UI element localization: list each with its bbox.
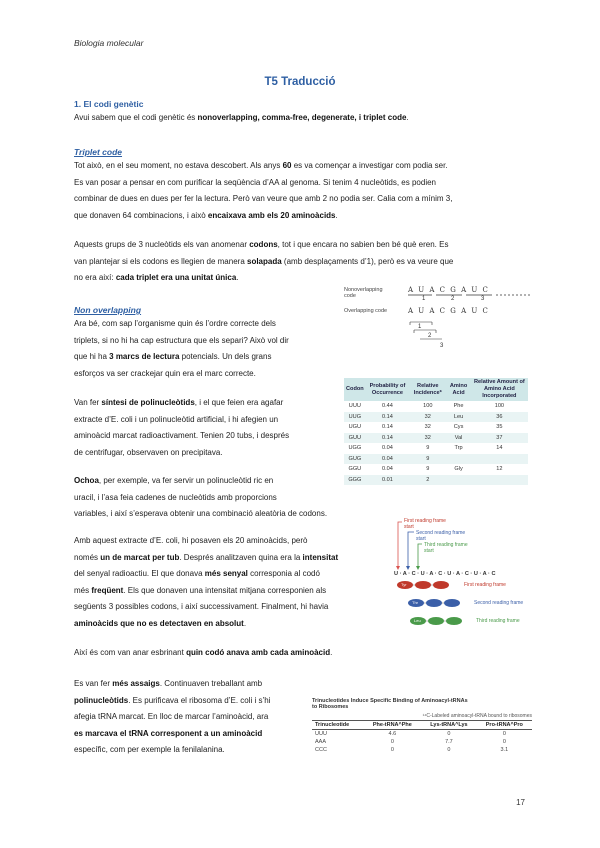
tyr-label: Tyr	[401, 582, 407, 587]
codon-probability-table	[344, 378, 528, 485]
column-header: Amino Acid	[446, 378, 470, 401]
table-row: UGG 0.04 9 Trp 14	[348, 445, 503, 452]
sequence-overlap: A U A C G A U C	[408, 307, 490, 315]
frame-number-2: 2	[451, 296, 455, 302]
triplet-paragraph-1: Tot això, en el seu moment, no estava descobert. Als anys 60 es va començar a investigar com podia ser. Es van posar a pensar en com purificar la seqüència d’AA al genoma. Si tenim 4 nucleòtids, es podien combinar de dues en dues per fer la lectura. Però van veure que amb 2 no podia ser. Calia com a mínim 3, que donaven 64 combinacions, i això encaixava amb els 20 aminoàcids.	[74, 161, 453, 220]
nonoverlap-paragraph-1: Ara bé, com sap l’organisme quin és l’ordre correcte dels triplets, si no hi ha cap estructura que els separi? Això vol dir que hi ha 3 marcs de lectura potencials. Un dels grans esforços va ser crackejar quin era el marc correcte.	[74, 319, 289, 378]
reading-frame-figure	[392, 518, 542, 634]
nonoverlap-paragraph-4: Amb aquest extracte d’E. coli, hi posaven els 20 aminoàcids, però només un de marcat per tub. Després analitzaven quina era la intensitat del senyal radioactiu. El que donava més senyal corresponia al codó més freqüent. Els que donaven una intensitat mitjana corresponien als següents 3 possibles codons, i així successivament. Finalment, hi havia aminoàcids que no es detectaven en absolut.	[74, 536, 339, 628]
overlap-number-3: 3	[440, 343, 444, 349]
second-frame-label: Second reading frame	[474, 600, 524, 606]
ribosome-binding-table	[312, 698, 532, 754]
overlap-number-2: 2	[428, 333, 432, 339]
third-frame-start-label: Third reading frame start	[424, 542, 468, 554]
table-row: GGU 0.04 9 Gly 12	[348, 466, 503, 473]
table-title: Trinucleotides Induce Specific Binding of Aminoacyl-tRNAs	[312, 698, 468, 704]
nonoverlap-paragraph-3: Ochoa, per exemple, va fer servir un polinucleòtid ric en uracil, i l’asa feia cadenes de nucleòtids amb proporcions variables, i així s’esperava obtenir una combinació aleatòria de codons.	[74, 476, 328, 518]
table-row: AAA 0 7.7 0	[315, 739, 506, 745]
table-group-header: ¹⁴C-Labeled aminoacyl-tRNA bound to ribosomes	[312, 713, 532, 721]
leu-label: Leu	[414, 618, 421, 623]
triplet-paragraph-2: Aquests grups de 3 nucleòtids els van anomenar codons, tot i que encara no sabien ben bé què eren. Es van plantejar si els codons es llegien de manera solapada (amb desplaçaments d’1), però es va veure que no era així: cada triplet era una unitat única.	[74, 240, 454, 282]
frame-number-1: 1	[422, 296, 426, 302]
assays-paragraph: Es van fer més assaigs. Continuaven treballant amb polinucleòtids. Es purificava el ribosoma d’E. coli i s’hi afegia tRNA marcat. En lloc de marcar l’aminoàcid, ara es marcava el tRNA corresponent a un aminoàcid específic, com per exemple la fenilalanina.	[74, 679, 271, 754]
nonoverlapping-label: Nonoverlapping code	[344, 287, 383, 299]
table-row: UUG 0.14 32 Leu 36	[344, 412, 528, 423]
section-heading: 1. El codi genètic	[74, 99, 144, 109]
nonoverlap-paragraph-5: Així és com van anar esbrinant quin codó anava amb cada aminoàcid.	[74, 648, 333, 657]
table-row: GUG 0.04 9	[344, 454, 528, 465]
uac-sequence: U · A · C · U · A · C · U · A · C · U · A · C	[394, 571, 496, 577]
second-frame-start-label: Second reading frame start	[416, 530, 466, 542]
subheading-non-overlapping: Non overlapping	[74, 305, 142, 315]
frame-number-3: 3	[481, 296, 485, 302]
first-frame-label: First reading frame	[464, 582, 506, 588]
table-row: UUU 4.6 0 0	[315, 731, 506, 737]
third-frame-label: Third reading frame	[476, 618, 520, 624]
page-number: 17	[516, 798, 525, 807]
column-header: Relative Incidence*	[409, 378, 446, 401]
overlap-number-1: 1	[418, 324, 422, 330]
table-header-row: Trinucleotide Phe-tRNA^Phe Lys-tRNA^Lys Pro-tRNA^Pro	[312, 721, 532, 730]
intro-paragraph: Avui sabem que el codi genètic és nonoverlapping, comma-free, degenerate, i triplet code.	[74, 113, 409, 122]
running-header: Biologia molecular	[74, 38, 144, 48]
table-subtitle: to Ribosomes	[312, 704, 349, 710]
thr-label: Thr	[412, 600, 418, 605]
column-header: Probability of Occurrence	[366, 378, 409, 401]
overlapping-label: Overlapping code	[344, 308, 388, 314]
overlap-figure	[342, 285, 532, 357]
table-header-row	[344, 378, 528, 401]
page-title: T5 Traducció	[264, 76, 336, 88]
subheading-triplet-code: Triplet code	[74, 147, 123, 157]
column-header: Relative Amount of Amino Acid Incorporated	[471, 378, 528, 401]
sequence-nonoverlap: A U A C G A U C	[408, 286, 490, 294]
table-row: CCC 0 0 3.1	[315, 747, 509, 753]
column-header: Codon	[344, 378, 366, 401]
nonoverlap-paragraph-2: Van fer síntesi de polinucleòtids, i el que feien era agafar extracte d’E. coli i un polinucleòtid artificial, i hi afegien un aminoàcid marcat radioactivament. Tenien 20 tubs, i després de centrifugar, observaven on precipitava.	[74, 398, 290, 457]
first-frame-start-label: First reading frame start	[404, 518, 446, 530]
table-row: GUU 0.14 32 Val 37	[344, 433, 528, 444]
table-row: GGG 0.01 2	[344, 475, 528, 486]
table-row: UUU 0.44 100 Phe 100	[348, 403, 505, 410]
table-row: UGU 0.14 32 Cys 35	[348, 424, 503, 431]
